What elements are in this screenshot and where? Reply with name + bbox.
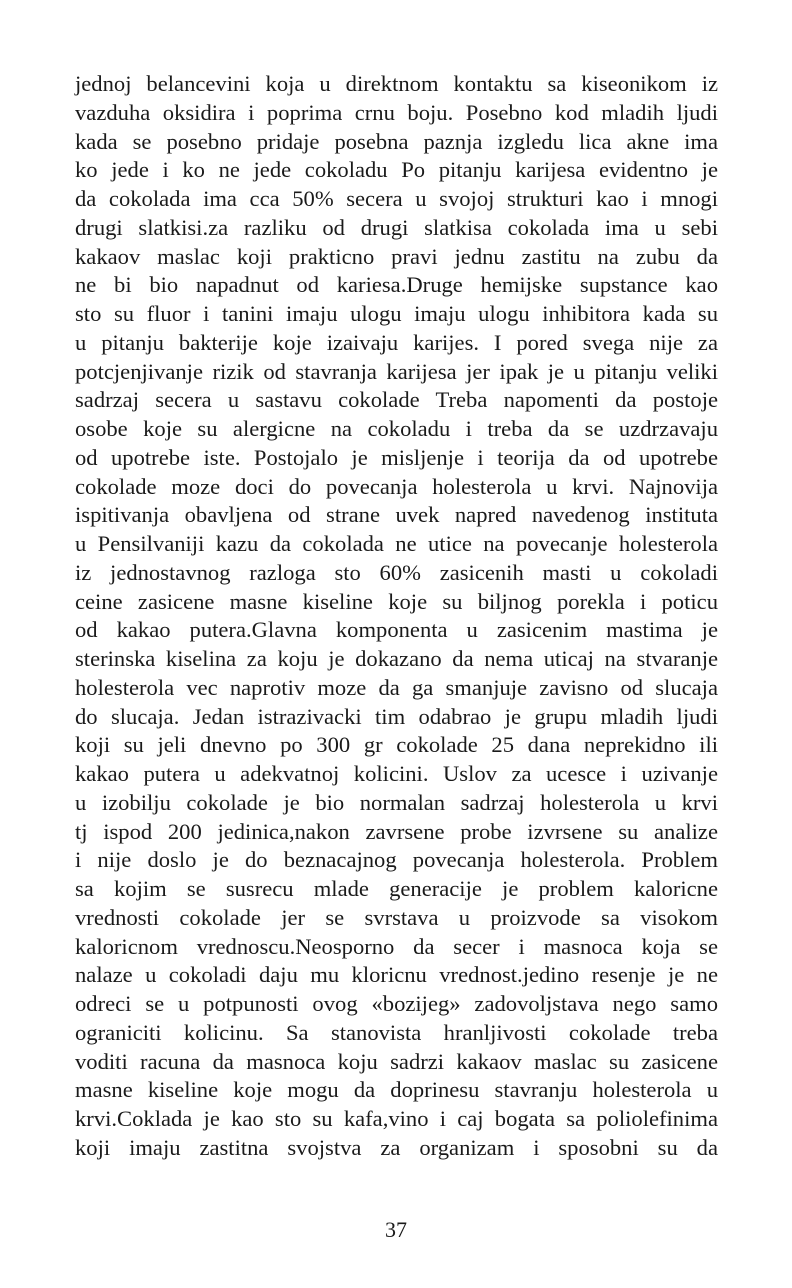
text-line: da cokolada ima cca 50% secera u svojoj strukturi kao i mnogi: [75, 186, 718, 211]
text-line: krvi.Coklada je kao sto su kafa,vino i caj bogata sa poliolefinima: [75, 1106, 718, 1131]
text-line: voditi racuna da masnoca koju sadrzi kakaov maslac su zasicene: [75, 1048, 718, 1074]
text-line: ko jede i ko ne jede cokoladu Po pitanju karijesa evidentno je: [75, 157, 718, 183]
text-line: vrednosti cokolade jer se svrstava u proizvode sa visokom: [75, 904, 718, 930]
body-text: [75, 70, 718, 1191]
text-line: sadrzaj secera u sastavu cokolade Treba napomenti da postoje: [75, 387, 718, 413]
text-line: holesterola vec naprotiv moze da ga smanjuje zavisno od slucaja: [75, 674, 718, 700]
text-line: iz jednostavnog razloga sto 60% zasicenih masti u cokoladi: [75, 559, 718, 585]
text-line: vazduha oksidira i poprima crnu boju. Posebno kod mladih ljudi: [75, 99, 718, 125]
text-line: kaloricnom vrednoscu.Neosporno da secer i masnoca koja se: [75, 933, 718, 959]
text-line: tj ispod 200 jedinica,nakon zavrsene probe izvrsene su analize: [75, 818, 718, 844]
text-line: nalaze u cokoladi daju mu kloricnu vrednost.jedino resenje je ne: [75, 962, 718, 988]
text-line: cokolade moze doci do povecanja holesterola u krvi. Najnovija: [75, 473, 718, 499]
text-line: u izobilju cokolade je bio normalan sadrzaj holesterola u krvi: [75, 789, 718, 815]
text-line: sto su fluor i tanini imaju ulogu imaju ulogu inhibitora kada su: [75, 301, 718, 326]
text-line: u Pensilvaniji kazu da cokolada ne utice na povecanje holesterola: [75, 531, 718, 556]
text-line: [75, 1163, 718, 1192]
text-line: drugi slatkisi.za razliku od drugi slatkisa cokolada ima u sebi: [75, 214, 718, 240]
text-line: ceine zasicene masne kiseline koje su biljnog porekla i poticu: [75, 588, 718, 614]
text-line: u pitanju bakterije koje izaivaju karijes. I pored svega nije za: [75, 329, 718, 355]
text-line: do slucaja. Jedan istrazivacki tim odabrao je grupu mladih ljudi: [75, 703, 718, 729]
text-line: potcjenjivanje rizik od stavranja karijesa jer ipak je u pitanju veliki: [75, 358, 718, 384]
text-line: masne kiseline koje mogu da doprinesu stavranju holesterola u: [75, 1077, 718, 1103]
text-line: kakao putera u adekvatnoj kolicini. Uslov za ucesce i uzivanje: [75, 761, 718, 786]
page-number: 37: [385, 1217, 407, 1242]
text-line: kakaov maslac koji prakticno pravi jednu zastitu na zubu da: [75, 243, 718, 269]
text-line: osobe koje su alergicne na cokoladu i treba da se uzdrzavaju: [75, 416, 718, 441]
text-line: ograniciti kolicinu. Sa stanovista hranljivosti cokolade treba: [75, 1019, 718, 1045]
text-line: od upotrebe iste. Postojalo je misljenje i teorija da od upotrebe: [75, 444, 718, 470]
text-line: kada se posebno pridaje posebna paznja izgledu lica akne ima: [75, 128, 718, 154]
text-line: odreci se u potpunosti ovog «bozijeg» zadovoljstava nego samo: [75, 991, 718, 1016]
text-line: koji imaju zastitna svojstva za organizam i sposobni su da: [75, 1134, 718, 1160]
text-line: koji su jeli dnevno po 300 gr cokolade 25 dana neprekidno ili: [75, 732, 718, 758]
text-line: sterinska kiselina za koju je dokazano da nema uticaj na stvaranje: [75, 646, 718, 671]
text-line: jednoj belancevini koja u direktnom kontaktu sa kiseonikom iz: [75, 71, 718, 96]
text-line: ispitivanja obavljena od strane uvek napred navedenog instituta: [75, 502, 718, 528]
text-line: od kakao putera.Glavna komponenta u zasicenim mastima je: [75, 617, 718, 643]
text-line: ne bi bio napadnut od kariesa.Druge hemijske supstance kao: [75, 272, 718, 298]
text-line: i nije doslo je do beznacajnog povecanja holesterola. Problem: [75, 847, 718, 873]
text-line: sa kojim se susrecu mlade generacije je problem kaloricne: [75, 876, 718, 901]
